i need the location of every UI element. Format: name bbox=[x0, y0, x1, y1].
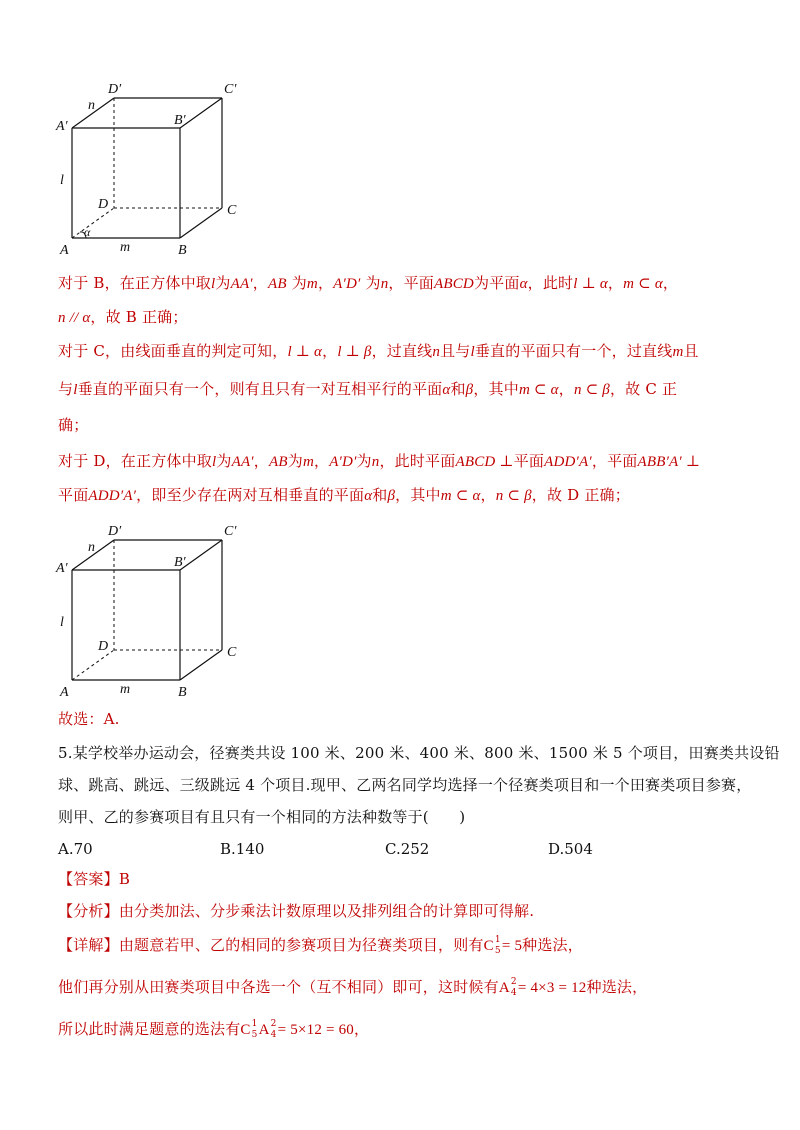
conclusion: 故选：A. bbox=[58, 710, 120, 728]
text-D-line1: 对于 D，在正方体中取l为AA′，AB为m，A′D′为n，此时平面ABCD ⊥平面ADD′A′，平面ABB′A′ ⊥ bbox=[58, 452, 701, 470]
option-c: C.252 bbox=[385, 840, 430, 858]
analysis-text: 由分类加法、分步乘法计数原理以及排列组合的计算即可得解. bbox=[118, 902, 535, 920]
text-C-line3: 确； bbox=[58, 416, 89, 434]
cube-figure-1 bbox=[52, 80, 252, 260]
option-b: B.140 bbox=[220, 840, 265, 858]
label-l: l bbox=[60, 615, 64, 630]
edge-AD-hidden bbox=[72, 208, 114, 238]
text-C-line1: 对于 C，由线面垂直的判定可知，l ⊥ α，l ⊥ β，过直线n且与l垂直的平面只有一个，过直线m且 bbox=[58, 342, 699, 360]
label-Dp: D′ bbox=[108, 524, 122, 539]
edge-BC bbox=[180, 208, 222, 238]
analysis-line bbox=[58, 900, 534, 922]
label-Ap: A′ bbox=[56, 119, 68, 134]
label-Bp: B′ bbox=[174, 113, 186, 128]
option-d: D.504 bbox=[548, 840, 593, 858]
label-l: l bbox=[60, 173, 64, 188]
text-C-line2: 与l垂直的平面只有一个，则有且只有一对互相平行的平面α和β，其中m ⊂ α，n ⊂ β，故 C 正 bbox=[58, 380, 678, 398]
problem5-line3: 则甲、乙的参赛项目有且只有一个相同的方法种数等于( ) bbox=[58, 808, 466, 826]
label-A: A bbox=[60, 243, 69, 258]
cube-diagram-2 bbox=[52, 522, 252, 702]
cube-diagram-1 bbox=[52, 80, 252, 260]
label-Ap: A′ bbox=[56, 561, 68, 576]
cube-figure-2 bbox=[52, 522, 252, 702]
detail-tag: 【详解】 bbox=[58, 936, 119, 954]
label-Bp: B′ bbox=[174, 555, 186, 570]
label-B: B bbox=[178, 243, 187, 258]
label-Cp: C′ bbox=[224, 82, 237, 97]
text-B-line1: 对于 B，在正方体中取l为AA′，AB 为m，A′D′ 为n，平面ABCD为平面α，此时l ⊥ α，m ⊂ α， bbox=[58, 274, 679, 292]
answer-tag: 【答案】 bbox=[58, 870, 119, 888]
label-B: B bbox=[178, 685, 187, 700]
edge-BC bbox=[180, 650, 222, 680]
label-n: n bbox=[88, 540, 95, 555]
label-m: m bbox=[120, 240, 131, 255]
text-D-line2: 平面ADD′A′，即至少存在两对互相垂直的平面α和β，其中m ⊂ α，n ⊂ β，故 D 正确； bbox=[58, 486, 630, 504]
edge-BpCp bbox=[180, 98, 222, 128]
edge-AD-hidden bbox=[72, 650, 114, 680]
problem5-line2: 球、跳高、跳远、三级跳远 4 个项目.现甲、乙两名同学均选择一个径赛类项目和一个田赛类项目参赛， bbox=[58, 776, 752, 794]
label-m: m bbox=[120, 682, 131, 697]
detail-line3: 所以此时满足题意的选法有C 1 5 A 2 4 = 5×12 = 60， bbox=[58, 1019, 370, 1040]
problem5-line1: 5.某学校举办运动会，径赛类共设 100 米、200 米、400 米、800 米、1500 米 5 个项目，田赛类共设铅 bbox=[58, 744, 780, 762]
label-A: A bbox=[60, 685, 69, 700]
detail-line2: 他们再分别从田赛类项目中各选一个（互不相同）即可，这时候有A 2 4 = 4×3 = 12种选法， bbox=[58, 977, 648, 998]
label-alpha: α bbox=[84, 225, 91, 239]
answer-value: B bbox=[118, 870, 131, 888]
analysis-tag: 【分析】 bbox=[58, 902, 119, 920]
label-Dp: D′ bbox=[108, 82, 122, 97]
label-C: C bbox=[227, 203, 237, 218]
label-D: D bbox=[98, 639, 109, 654]
option-a: A.70 bbox=[58, 840, 93, 858]
label-Cp: C′ bbox=[224, 524, 237, 539]
edge-BpCp bbox=[180, 540, 222, 570]
label-n: n bbox=[88, 98, 95, 113]
text-B-line2: n // α，故 B 正确； bbox=[58, 308, 188, 326]
detail-line1: 【详解】由题意若甲、乙的相同的参赛项目为径赛类项目，则有C 1 5 = 5种选法， bbox=[58, 935, 583, 956]
label-C: C bbox=[227, 645, 237, 660]
label-D: D bbox=[98, 197, 109, 212]
answer-line bbox=[58, 868, 130, 890]
